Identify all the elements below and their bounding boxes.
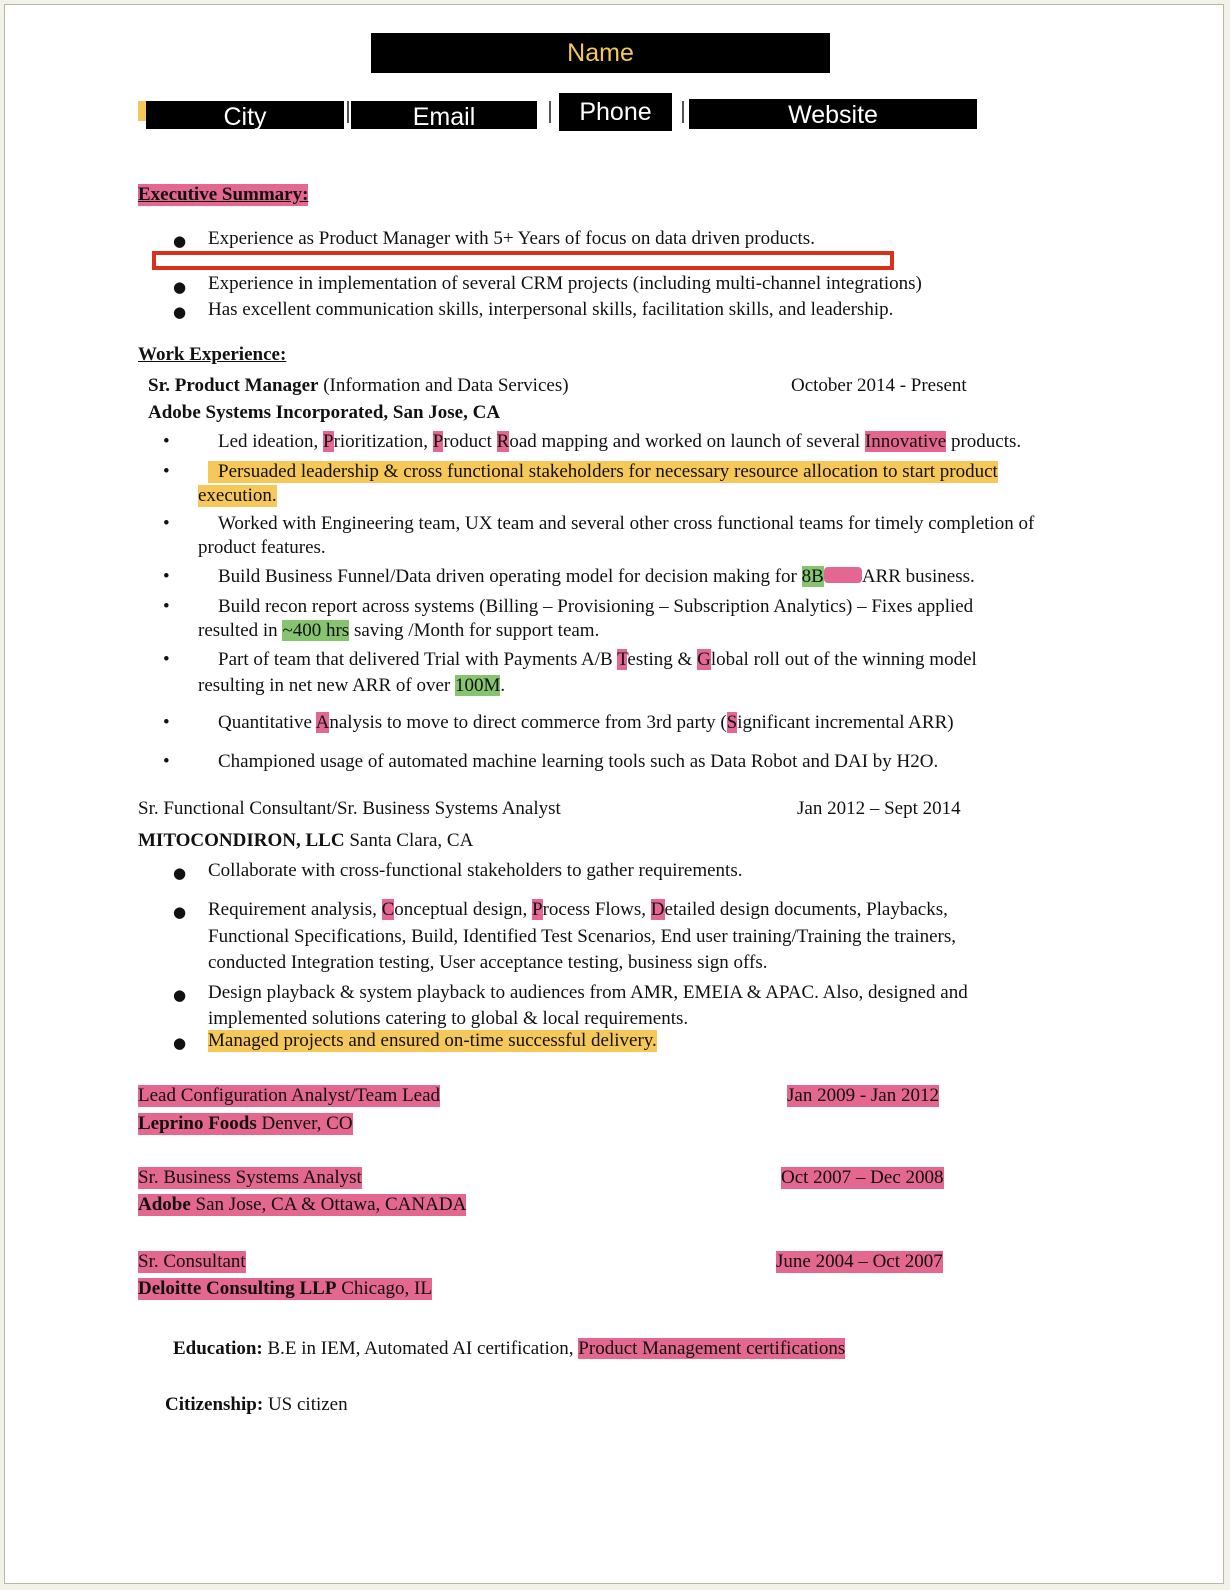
- name-text: Name: [567, 39, 634, 67]
- job2-bullet-2-line1: Requirement analysis, Conceptual design, Process Flows, Detailed design documents, Playbacks,: [208, 899, 948, 920]
- header-separator: [347, 101, 349, 123]
- resume-page: [4, 4, 1224, 1584]
- job1-bullet-5-line2: resulted in ~400 hrs saving /Month for support team.: [198, 620, 600, 641]
- job1-bullet-3-line1: Worked with Engineering team, UX team and several other cross functional teams for timely completion of: [218, 513, 1035, 534]
- job4-dates: Oct 2007 – Dec 2008: [781, 1167, 944, 1188]
- bullet-dot: •: [163, 712, 170, 733]
- job1-dept: (Information and Data Services): [323, 375, 569, 396]
- website-bar: [689, 99, 977, 129]
- education-line: Education: B.E in IEM, Automated AI certification, Product Management certifications: [173, 1338, 846, 1359]
- phone-bar: [559, 93, 672, 131]
- summary-bullet-3: Has excellent communication skills, interpersonal skills, facilitation skills, and leadership.: [208, 299, 894, 320]
- job2-bullet-3-line1: Design playback & system playback to audiences from AMR, EMEIA & APAC. Also, designed and: [208, 982, 968, 1003]
- job1-company: Adobe Systems Incorporated, San Jose, CA: [148, 402, 501, 423]
- bullet-dot: ●: [173, 903, 187, 921]
- bullet-dot: ●: [173, 864, 187, 882]
- job1-bullet-2-line2: execution.: [198, 485, 277, 506]
- job1-title: Sr. Product Manager: [148, 375, 319, 396]
- phone-text: Phone: [579, 98, 652, 126]
- job1-bullet-5-line1: Build recon report across systems (Billing – Provisioning – Subscription Analytics) – Fixes applied: [218, 596, 974, 617]
- name-bar: [371, 33, 830, 73]
- job4-title: Sr. Business Systems Analyst: [138, 1167, 362, 1188]
- bullet-dot: •: [163, 461, 170, 482]
- bullet-dot: ●: [173, 303, 187, 321]
- job1-dates: October 2014 - Present: [791, 375, 967, 396]
- bullet-dot: •: [163, 431, 170, 452]
- job2-bullet-3-line2: implemented solutions catering to global & local requirements.: [208, 1008, 689, 1029]
- job5-dates: June 2004 – Oct 2007: [776, 1251, 943, 1272]
- email-text: Email: [412, 103, 476, 131]
- redacted-highlight: [824, 567, 862, 583]
- job1-bullet-2-line1: Persuaded leadership & cross functional stakeholders for necessary resource allocation to start product: [208, 461, 998, 483]
- bullet-dot: ●: [173, 986, 187, 1004]
- citizenship-line: Citizenship: US citizen: [165, 1394, 348, 1415]
- website-text: Website: [788, 101, 878, 129]
- job2-company-line: MITOCONDIRON, LLC Santa Clara, CA: [138, 830, 474, 851]
- bullet-dot: ●: [173, 1034, 187, 1052]
- job1-bullet-6-line1: Part of team that delivered Trial with Payments A/B Testing & Global roll out of the winning model: [218, 649, 977, 670]
- job2-bullet-2-line2: Functional Specifications, Build, Identified Test Scenarios, End user training/Training the trainers,: [208, 926, 956, 947]
- bullet-dot: •: [163, 751, 170, 772]
- summary-bullet-1: Experience as Product Manager with 5+ Years of focus on data driven products.: [208, 228, 815, 249]
- header-separator: [682, 101, 684, 123]
- job1-bullet-3-line2: product features.: [198, 537, 326, 558]
- email-bar: [351, 101, 537, 129]
- job5-title: Sr. Consultant: [138, 1251, 246, 1272]
- annotation-red-box: [152, 251, 894, 270]
- city-text: City: [223, 103, 267, 131]
- job2-bullet-1: Collaborate with cross-functional stakeholders to gather requirements.: [208, 860, 743, 881]
- job3-company-line: Leprino Foods Denver, CO: [138, 1113, 353, 1134]
- work-experience-heading: Work Experience:: [138, 344, 287, 365]
- bullet-dot: ●: [173, 278, 187, 296]
- bullet-dot: •: [163, 566, 170, 587]
- job3-title: Lead Configuration Analyst/Team Lead: [138, 1085, 441, 1106]
- job5-company-line: Deloitte Consulting LLP Chicago, IL: [138, 1278, 432, 1299]
- job1-title-line: [148, 375, 569, 397]
- job1-bullet-8: Championed usage of automated machine learning tools such as Data Robot and DAI by H2O.: [218, 751, 939, 772]
- job2-bullet-2-line3: conducted Integration testing, User acceptance testing, business sign offs.: [208, 952, 768, 973]
- header-separator: [549, 101, 551, 123]
- job2-bullet-4: Managed projects and ensured on-time successful delivery.: [208, 1030, 657, 1051]
- bullet-dot: ●: [173, 232, 187, 250]
- bullet-dot: •: [163, 513, 170, 534]
- bullet-dot: •: [163, 649, 170, 670]
- job4-company-line: Adobe San Jose, CA & Ottawa, CANADA: [138, 1194, 467, 1215]
- job2-dates: Jan 2012 – Sept 2014: [797, 798, 961, 819]
- job2-title: Sr. Functional Consultant/Sr. Business Systems Analyst: [138, 798, 561, 819]
- job1-bullet-6-line2: resulting in net new ARR of over 100M.: [198, 675, 506, 696]
- city-bar: [146, 101, 344, 129]
- job1-bullet-4: Build Business Funnel/Data driven operating model for decision making for 8B ARR business.: [218, 566, 975, 587]
- job3-dates: Jan 2009 - Jan 2012: [787, 1085, 939, 1106]
- job1-bullet-7: Quantitative Analysis to move to direct commerce from 3rd party (Significant incremental ARR): [218, 712, 954, 733]
- summary-bullet-2: Experience in implementation of several CRM projects (including multi-channel integrations): [208, 273, 922, 294]
- bullet-dot: •: [163, 596, 170, 617]
- executive-summary-heading: Executive Summary:: [138, 184, 309, 205]
- job1-bullet-1: Led ideation, Prioritization, Product Road mapping and worked on launch of several Innovative products.: [218, 431, 1022, 452]
